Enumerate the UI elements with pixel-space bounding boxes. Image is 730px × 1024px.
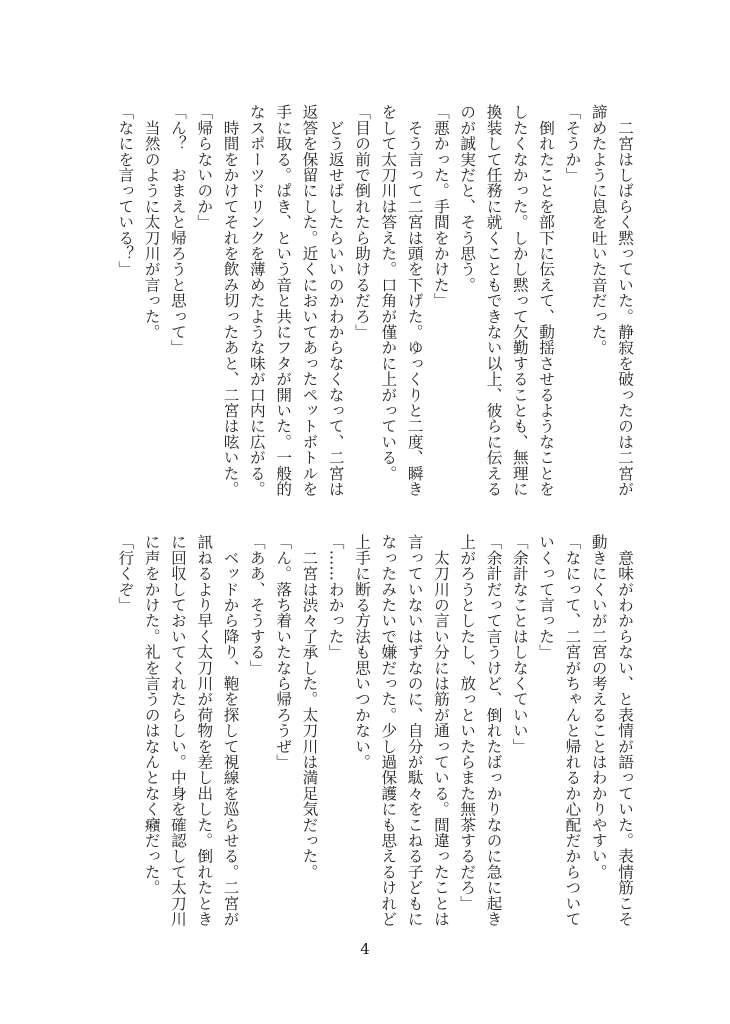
text-column: 「そうか」 [563, 104, 582, 183]
text-column: 「目の前で倒れたら助けるだろ」 [353, 104, 372, 340]
text-column: 返答を保留にした。近くにおいてあったペットボトルを [300, 104, 319, 497]
text-column: 換装して任務に就くこともできない以上、彼らに伝える [484, 104, 503, 497]
page-number: 4 [360, 940, 370, 958]
text-column: 動きにくいが二宮の考えることはわかりやすい。 [589, 534, 608, 880]
text-column: 太刀川の言い分には筋が通っている。間違ったことは [431, 534, 450, 927]
text-column: 当然のように太刀川が言った。 [142, 104, 161, 340]
text-column: 「……わかった」 [326, 534, 345, 660]
text-column: 「行くぞ」 [116, 534, 135, 613]
text-column: をして太刀川は答えた。口角が僅かに上がっている。 [379, 104, 398, 481]
text-column: 「ん？ おまえと帰ろうと思って」 [168, 104, 187, 356]
text-column: ベッドから降り、鞄を探して視線を巡らせる。二宮が [221, 534, 240, 927]
text-column: 倒れたことを部下に伝えて、動揺させるようなことを [537, 104, 556, 497]
text-column: 「なにを言っている？」 [116, 104, 135, 277]
text-column: どう返せばしたらいいのかわからなくなって、二宮は [326, 104, 345, 497]
text-block-top [112, 104, 638, 496]
text-column: 訊ねるより早く太刀川が荷物を差し出した。倒れたとき [195, 534, 214, 927]
text-column: 時間をかけてそれを飲み切ったあと、二宮は呟いた。 [221, 104, 240, 497]
text-column: に声をかけた。礼を言うのはなんとなく癪だった。 [142, 534, 161, 896]
text-column: 意味がわからない、と表情が語っていた。表情筋こそ [616, 534, 634, 927]
text-column: 手に取る。ぱき、という音と共にフタが開いた。一般的 [274, 104, 293, 497]
text-column: に回収しておいてくれたらしい。中身を確認して太刀川 [168, 534, 187, 927]
text-column: 「悪かった。手間をかけた」 [431, 104, 450, 309]
text-block-bottom [112, 534, 638, 926]
text-column: 二宮はしばらく黙っていた。静寂を破ったのは二宮が [616, 104, 634, 497]
text-column: そう言って二宮は頭を下げた。ゆっくりと二度、瞬き [405, 104, 424, 497]
text-column: 諦めたように息を吐いた音だった。 [589, 104, 608, 356]
text-column: 「余計だって言うけど、倒れたばっかりなのに急に起き [484, 534, 503, 927]
text-column: 言っていないはずなのに、自分が駄々をこねる子どもに [405, 534, 424, 927]
text-column: 「帰らないのか」 [195, 104, 214, 230]
text-column: なったみたいで嫌だった。少し過保護にも思えるけれど [379, 534, 398, 927]
text-column: 「余計なことはしなくていい」 [510, 534, 529, 754]
text-column: 上手に断る方法も思いつかない。 [353, 534, 372, 770]
text-column: 「ん。落ち着いたなら帰ろうぜ」 [274, 534, 293, 770]
text-column: 「ああ、そうする」 [247, 534, 266, 676]
text-column: 上がろうとしたし、放っといたらまた無茶するだろ」 [458, 534, 477, 911]
text-column: なスポーツドリンクを薄めたような味が口内に広がる。 [247, 104, 266, 497]
text-column: いくって言った」 [537, 534, 556, 660]
text-column: 「なにって、二宮がちゃんと帰れるか心配だからついて [563, 534, 582, 927]
text-column: 二宮は渋々了承した。太刀川は満足気だった。 [300, 534, 319, 880]
text-column: したくなかった。しかし黙って欠勤することも、無理に [510, 104, 529, 497]
text-column: のが誠実だと、そう思う。 [458, 104, 477, 293]
